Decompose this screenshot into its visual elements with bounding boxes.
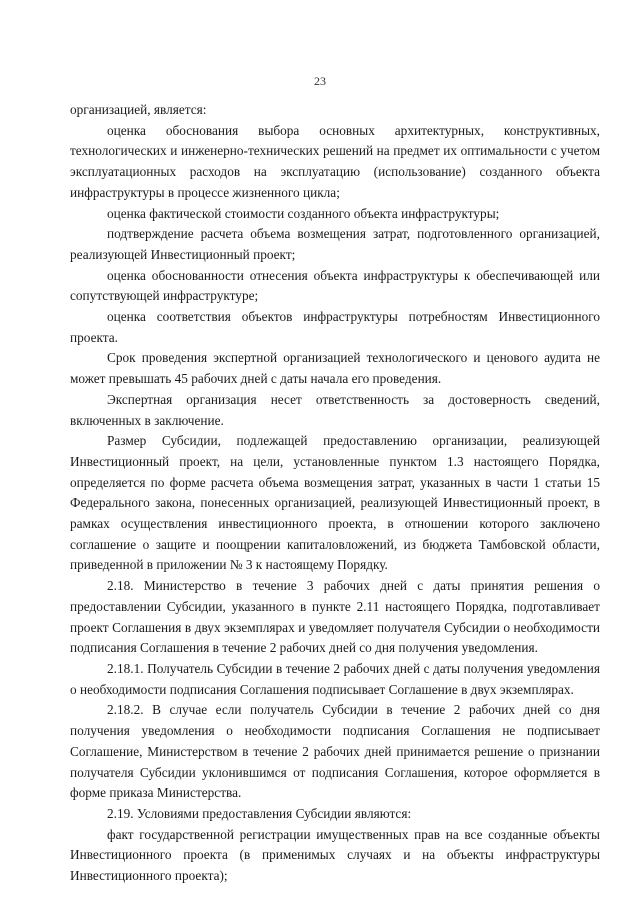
- section-2-18-1: 2.18.1. Получатель Субсидии в течение 2 рабочих дней с даты получения уведомления о необходимости подписания Соглашения подписывает Соглашение в двух экземплярах.: [70, 660, 600, 697]
- section-2-18: 2.18. Министерство в течение 3 рабочих дней с даты принятия решения о предоставлении Субсидии, указанного в пункте 2.11 настоящего Порядка, подготавливает проект Соглашения в двух экземплярах и уведомляет получателя Субсидии о необходимости подписания Соглашения в течение 2 рабочих дней со дня получения уведомления.: [70, 578, 600, 656]
- section-2-18-2: 2.18.2. В случае если получатель Субсидии в течение 2 рабочих дней со дня получения уведомления о необходимости подписания Соглашения не подписывает Соглашение, Министерством в течение 2 рабочих дней принимается решение о признании получателя Субсидии уклонившимся от подписания Соглашения, которое оформляется в форме приказа Министерства.: [70, 702, 600, 801]
- paragraph: Срок проведения экспертной организацией технологического и ценового аудита не может превышать 45 рабочих дней с даты начала его проведения.: [70, 350, 600, 387]
- paragraph: оценка обоснованности отнесения объекта инфраструктуры к обеспечивающей или сопутствующей инфраструктуре;: [70, 267, 600, 304]
- paragraph: факт государственной регистрации имущественных прав на все созданные объекты Инвестиционного проекта (в применимых случаях и на объекты инфраструктуры Инвестиционного проекта);: [70, 826, 600, 884]
- page-number: 23: [314, 74, 326, 88]
- paragraph: оценка фактической стоимости созданного объекта инфраструктуры;: [107, 205, 500, 221]
- section-2-19: 2.19. Условиями предоставления Субсидии являются:: [107, 805, 412, 821]
- paragraph: Размер Субсидии, подлежащей предоставлению организации, реализующей Инвестиционный проект, на цели, установленные пунктом 1.3 настоящего Порядка, определяется по форме расчета объема возмещения затрат, указанных в части 1 статьи 15 Федерального закона, понесенных организацией, реализующей Инвестиционный проект, в рамках осуществления инвестиционного проекта, в отношении которого заключено соглашение о защите и поощрении капиталовложений, из бюджета Тамбовской области, приведенной в приложении № 3 к настоящему Порядку.: [70, 433, 600, 573]
- paragraph: организацией, является:: [70, 102, 207, 117]
- paragraph: оценка обоснования выбора основных архитектурных, конструктивных, технологических и инженерно-технических решений на предмет их оптимальности с учетом эксплуатационных расходов на эксплуатацию (использование) созданного объекта инфраструктуры в процессе жизненного цикла;: [70, 122, 600, 200]
- paragraph: оценка соответствия объектов инфраструктуры потребностям Инвестиционного проекта.: [70, 309, 600, 345]
- paragraph: подтверждение расчета объема возмещения затрат, подготовленного организацией, реализующей Инвестиционный проект;: [70, 226, 600, 262]
- paragraph: Экспертная организация несет ответственность за достоверность сведений, включенных в заключение.: [70, 391, 600, 428]
- document-body: [70, 100, 600, 887]
